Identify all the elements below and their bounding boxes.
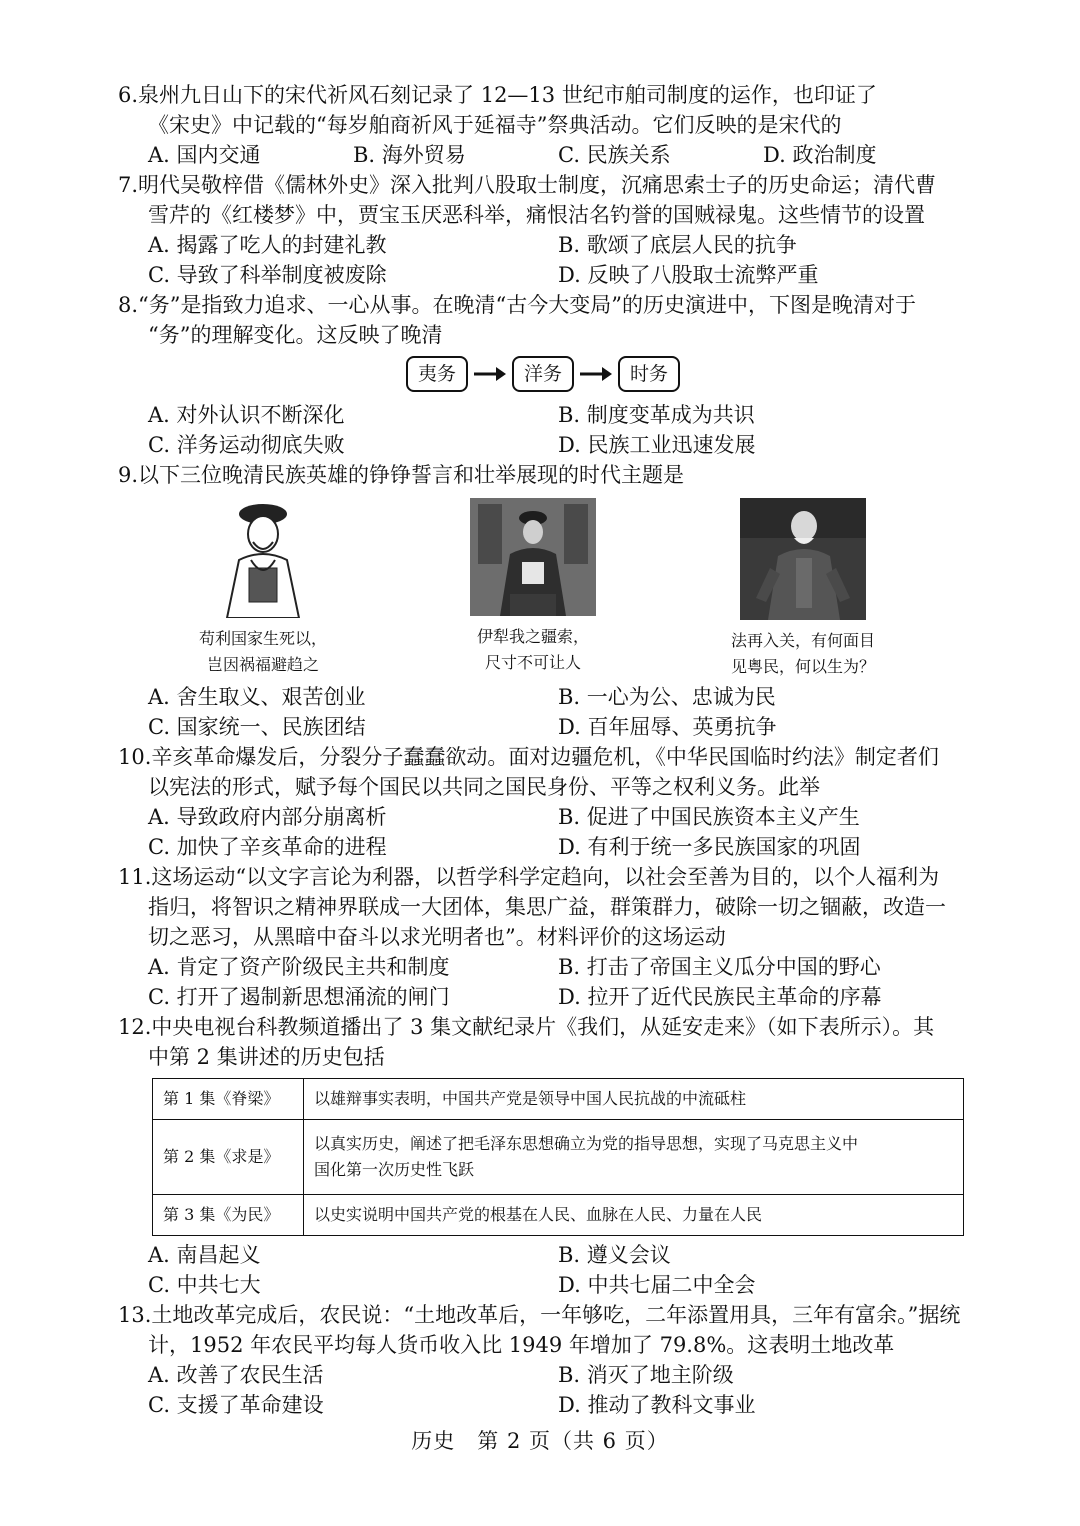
option-d[interactable]: D. 中共七届二中全会 [558, 1273, 756, 1297]
option-group [118, 230, 968, 290]
episode-cell: 第 3 集《为民》 [153, 1195, 304, 1236]
option-b[interactable]: B. 促进了中国民族资本主义产生 [558, 805, 860, 829]
option-group [118, 400, 968, 460]
table-row [153, 1120, 964, 1195]
question-text: 指归，将智识之精神界联成一大团体，集思广益，群策群力，破除一切之锢蔽，改造一 [148, 895, 946, 919]
description-text: 以真实历史，阐述了把毛泽东思想确立为党的指导思想，实现了马克思主义中 [314, 1134, 859, 1153]
question-text: 10.辛亥革命爆发后，分裂分子蠢蠢欲动。面对边疆危机，《中华民国临时约法》制定者们 [118, 745, 939, 769]
option-a[interactable]: A. 揭露了吃人的封建礼教 [148, 233, 387, 257]
flow-diagram [118, 352, 968, 396]
exam-page [118, 80, 968, 1420]
description-cell [304, 1195, 964, 1236]
flow-box-1: 夷务 [406, 356, 468, 392]
portrait-zuo-zongtang [398, 498, 668, 680]
question-text: 中第 2 集讲述的历史包括 [148, 1045, 385, 1069]
option-d[interactable]: D. 政治制度 [763, 143, 877, 167]
description-cell [304, 1120, 964, 1195]
option-d[interactable]: D. 有利于统一多民族国家的巩固 [558, 835, 861, 859]
option-b[interactable]: B. 遵义会议 [558, 1243, 671, 1267]
question-text: 13.土地改革完成后，农民说：“土地改革后，一年够吃，二年添置用具，三年有富余。”据统 [118, 1303, 961, 1327]
episode-cell: 第 2 集《求是》 [153, 1120, 304, 1195]
flow-box-3: 时务 [618, 356, 680, 392]
option-b[interactable]: B. 打击了帝国主义瓜分中国的野心 [558, 955, 881, 979]
flow-box-2: 洋务 [512, 356, 574, 392]
right-arrow-icon [472, 364, 508, 384]
table-row [153, 1079, 964, 1120]
option-b[interactable]: B. 制度变革成为共识 [558, 403, 755, 427]
option-c[interactable]: C. 洋务运动彻底失败 [148, 433, 345, 457]
caption-line: 法再入关，有何面目 [730, 631, 875, 650]
option-b[interactable]: B. 一心为公、忠诚为民 [558, 685, 776, 709]
option-c[interactable]: C. 民族关系 [558, 143, 671, 167]
option-a[interactable]: A. 舍生取义、艰苦创业 [148, 685, 366, 709]
right-arrow-icon [578, 364, 614, 384]
question-text: 7.明代吴敬梓借《儒林外史》深入批判八股取士制度，沉痛思索士子的历史命运；清代曹 [118, 173, 937, 197]
option-group [118, 682, 968, 742]
option-group [118, 952, 968, 1012]
caption-line: 苟利国家生死以， [198, 629, 327, 648]
caption-line: 伊犁我之疆索， [476, 627, 589, 646]
description-text: 以雄辩事实表明，中国共产党是领导中国人民抗战的中流砥柱 [314, 1089, 747, 1108]
option-a[interactable]: A. 国内交通 [148, 143, 261, 167]
option-b[interactable]: B. 歌颂了底层人民的抗争 [558, 233, 797, 257]
question-7 [118, 170, 968, 290]
portrait-row [128, 498, 938, 680]
question-text: 《宋史》中记载的“每岁舶商祈风于延福寺”祭典活动。它们反映的是宋代的 [148, 113, 842, 137]
question-text: 11.这场运动“以文字言论为利器，以哲学科学定趋向，以社会至善为目的，以个人福利为 [118, 865, 940, 889]
option-a[interactable]: A. 改善了农民生活 [148, 1363, 324, 1387]
description-cell [304, 1079, 964, 1120]
description-text: 以史实说明中国共产党的根基在人民、血脉在人民、力量在人民 [314, 1205, 763, 1224]
option-c[interactable]: C. 打开了遏制新思想涌流的闸门 [148, 985, 450, 1009]
option-group [118, 802, 968, 862]
seated-qing-official-photo-icon [470, 498, 596, 616]
option-c[interactable]: C. 国家统一、民族团结 [148, 715, 366, 739]
option-group [118, 1360, 968, 1420]
option-c[interactable]: C. 中共七大 [148, 1273, 261, 1297]
option-a[interactable]: A. 南昌起义 [148, 1243, 261, 1267]
caption-line: 尺寸不可让人 [484, 653, 581, 672]
question-text: 切之恶习，从黑暗中奋斗以求光明者也”。材料评价的这场运动 [148, 925, 726, 949]
question-8 [118, 290, 968, 460]
question-text: 计，1952 年农民平均每人货币收入比 1949 年增加了 79.8%。这表明土地改革 [148, 1333, 895, 1357]
documentary-table [152, 1078, 964, 1236]
option-c[interactable]: C. 支援了革命建设 [148, 1393, 324, 1417]
option-d[interactable]: D. 百年屈辱、英勇抗争 [558, 715, 777, 739]
question-text: 9.以下三位晚清民族英雄的铮铮誓言和壮举展现的时代主题是 [118, 463, 685, 487]
qing-official-drawing-icon [207, 498, 319, 618]
option-d[interactable]: D. 反映了八股取士流弊严重 [558, 263, 819, 287]
option-b[interactable]: B. 消灭了地主阶级 [558, 1363, 734, 1387]
option-c[interactable]: C. 加快了辛亥革命的进程 [148, 835, 387, 859]
option-group [118, 1240, 968, 1300]
question-text: 12.中央电视台科教频道播出了 3 集文献纪录片《我们，从延安走来》（如下表所示）。其 [118, 1015, 935, 1039]
option-b[interactable]: B. 海外贸易 [353, 143, 466, 167]
portrait-lin-zexu [128, 498, 398, 680]
question-text: 以宪法的形式，赋予每个国民以共同之国民身份、平等之权利义务。此举 [148, 775, 820, 799]
option-a[interactable]: A. 导致政府内部分崩离析 [148, 805, 387, 829]
episode-cell: 第 1 集《脊梁》 [153, 1079, 304, 1120]
option-a[interactable]: A. 对外认识不断深化 [148, 403, 345, 427]
option-d[interactable]: D. 拉开了近代民族民主革命的序幕 [558, 985, 882, 1009]
question-text: 6.泉州九日山下的宋代祈风石刻记录了 12—13 世纪市舶司制度的运作，也印证了 [118, 83, 877, 107]
option-a[interactable]: A. 肯定了资产阶级民主共和制度 [148, 955, 450, 979]
question-text: “务”的理解变化。这反映了晚清 [148, 323, 443, 347]
question-6 [118, 80, 968, 170]
portrait-feng-zicai [668, 498, 938, 680]
question-11 [118, 862, 968, 1012]
caption-line: 岂因祸福避趋之 [206, 655, 319, 674]
question-9 [118, 460, 968, 742]
question-12 [118, 1012, 968, 1300]
standing-general-photo-icon [740, 498, 866, 620]
option-d[interactable]: D. 民族工业迅速发展 [558, 433, 756, 457]
question-text: 8.“务”是指致力追求、一心从事。在晚清“古今大变局”的历史演进中，下图是晚清对于 [118, 293, 916, 317]
description-text: 国化第一次历史性飞跃 [314, 1160, 475, 1179]
question-10 [118, 742, 968, 862]
question-13 [118, 1300, 968, 1420]
table-row [153, 1195, 964, 1236]
caption-line: 见粤民，何以生为？ [730, 657, 875, 676]
option-group [118, 140, 968, 170]
question-text: 雪芹的《红楼梦》中，贾宝玉厌恶科举，痛恨沽名钓誉的国贼禄鬼。这些情节的设置 [148, 203, 925, 227]
page-footer: 历史 第 2 页（共 6 页） [411, 1429, 669, 1453]
option-d[interactable]: D. 推动了教科文事业 [558, 1393, 756, 1417]
option-c[interactable]: C. 导致了科举制度被废除 [148, 263, 387, 287]
